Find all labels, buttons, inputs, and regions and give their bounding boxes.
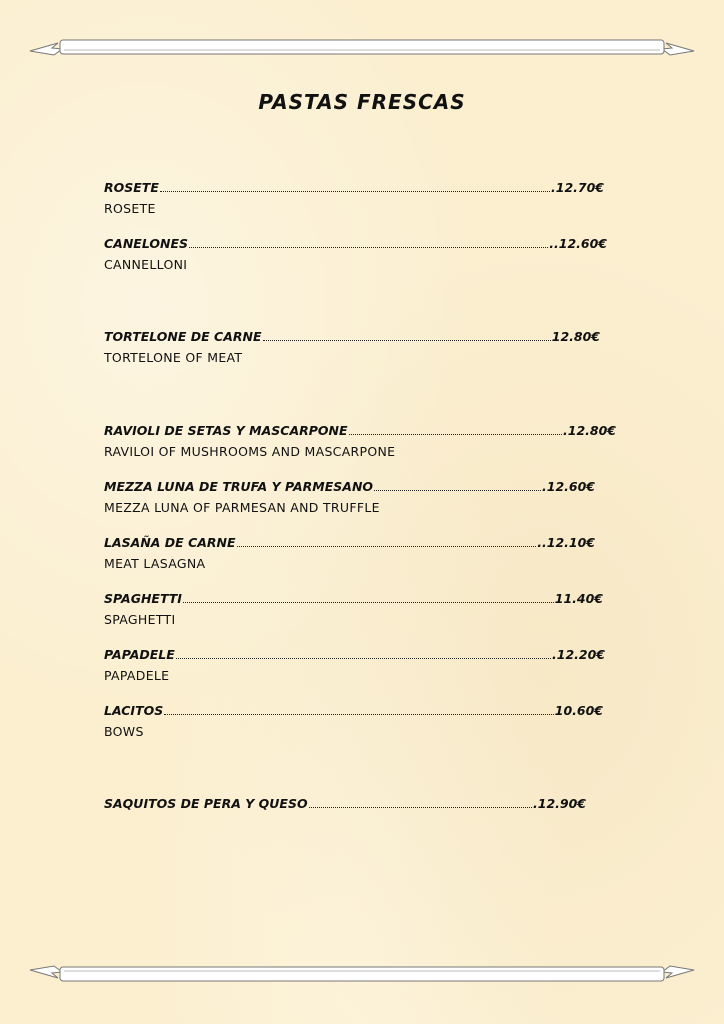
item-price: .12.90€ — [533, 796, 586, 811]
item-price: 12.80€ — [551, 329, 600, 344]
dot-leader — [176, 657, 551, 659]
dot-leader — [160, 190, 550, 192]
item-translation: CANNELLONI — [104, 257, 188, 272]
menu-item — [104, 423, 616, 459]
item-name: PAPADELE — [104, 647, 175, 662]
item-price: .12.70€ — [551, 180, 604, 195]
item-price: 11.40€ — [554, 591, 603, 606]
menu-item — [104, 796, 586, 811]
dot-leader — [349, 433, 562, 435]
item-name: MEZZA LUNA DE TRUFA Y PARMESANO — [104, 479, 374, 494]
item-price: ..12.10€ — [537, 535, 595, 550]
dot-leader — [164, 713, 554, 715]
item-name: SPAGHETTI — [104, 591, 182, 606]
item-price: .12.20€ — [552, 647, 605, 662]
item-price: .12.60€ — [542, 479, 595, 494]
dot-leader — [189, 246, 548, 248]
dot-leader — [309, 806, 532, 808]
menu-item — [104, 180, 604, 216]
item-translation: TORTELONE OF MEAT — [104, 350, 243, 365]
menu-item — [104, 236, 607, 272]
item-name: SAQUITOS DE PERA Y QUESO — [104, 796, 308, 811]
item-translation: MEAT LASAGNA — [104, 556, 206, 571]
item-translation: PAPADELE — [104, 668, 170, 683]
dot-leader — [263, 339, 551, 341]
item-translation: MEZZA LUNA OF PARMESAN AND TRUFFLE — [104, 500, 380, 515]
dot-leader — [374, 489, 541, 491]
menu-item — [104, 591, 603, 627]
menu-item — [104, 703, 603, 739]
page-title: PASTAS FRESCAS — [258, 90, 466, 114]
dot-leader — [183, 601, 554, 603]
menu-item — [104, 647, 605, 683]
menu-item — [104, 329, 600, 365]
item-name: CANELONES — [104, 236, 188, 251]
menu-item — [104, 535, 595, 571]
item-name: TORTELONE DE CARNE — [104, 329, 262, 344]
top-scroll-banner — [28, 37, 696, 59]
item-translation: BOWS — [104, 724, 144, 739]
menu-item — [104, 479, 595, 515]
item-name: LASAÑA DE CARNE — [104, 535, 236, 550]
item-translation: RAVILOI OF MUSHROOMS AND MASCARPONE — [104, 444, 396, 459]
bottom-scroll-banner — [28, 962, 696, 984]
item-name: LACITOS — [104, 703, 164, 718]
item-name: RAVIOLI DE SETAS Y MASCARPONE — [104, 423, 348, 438]
item-translation: SPAGHETTI — [104, 612, 176, 627]
item-price: 10.60€ — [554, 703, 603, 718]
item-price: .12.80€ — [563, 423, 616, 438]
item-price: ..12.60€ — [549, 236, 607, 251]
item-translation: ROSETE — [104, 201, 156, 216]
item-name: ROSETE — [104, 180, 159, 195]
dot-leader — [237, 545, 537, 547]
